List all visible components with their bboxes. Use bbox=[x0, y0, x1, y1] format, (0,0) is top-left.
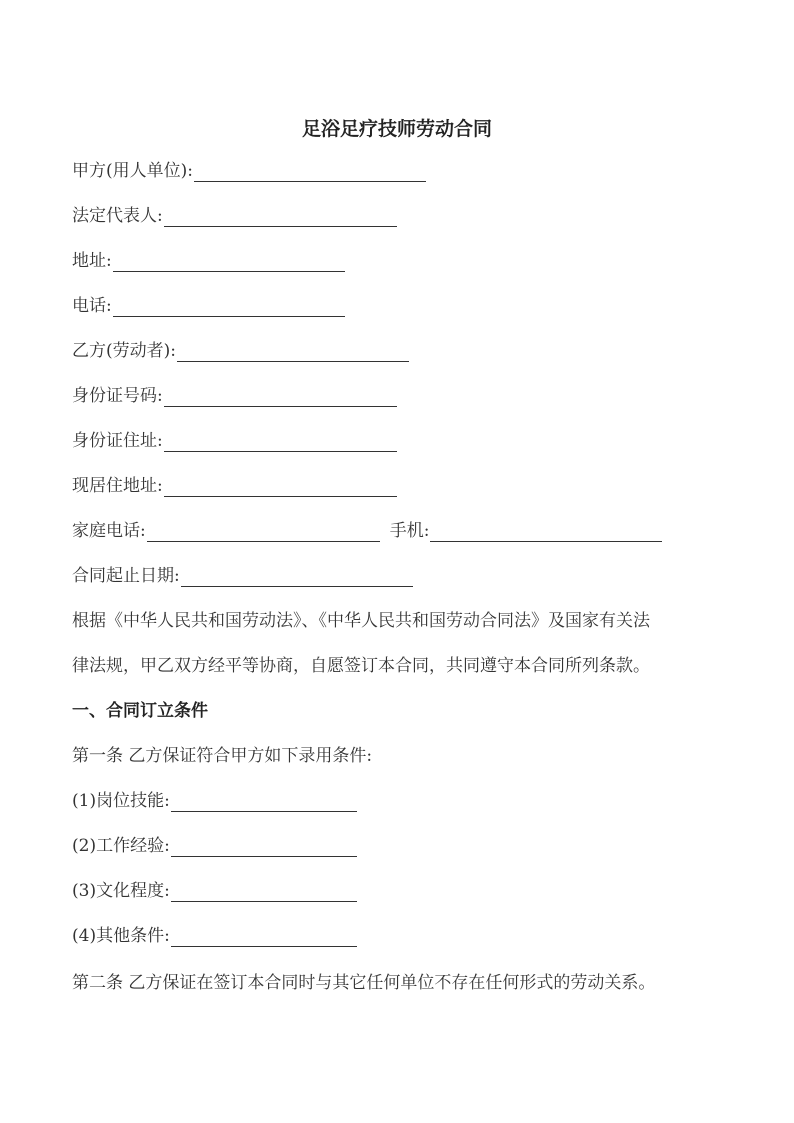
article-1: 第一条 乙方保证符合甲方如下录用条件: bbox=[72, 746, 373, 766]
contract-period-label: 合同起止日期: bbox=[72, 566, 180, 586]
contract-period-blank[interactable] bbox=[181, 568, 413, 587]
preamble-line-1: 根据《中华人民共和国劳动法》、《中华人民共和国劳动合同法》及国家有关法 bbox=[72, 611, 650, 631]
mobile-label: 手机: bbox=[389, 521, 430, 541]
condition-row bbox=[72, 790, 357, 812]
condition-label: (4)其他条件: bbox=[72, 926, 170, 946]
phone-blank[interactable] bbox=[113, 298, 345, 317]
condition-row bbox=[72, 880, 357, 902]
document-title: 足浴足疗技师劳动合同 bbox=[301, 118, 492, 140]
home-phone-label: 家庭电话: bbox=[72, 521, 146, 541]
party-b-row bbox=[72, 340, 409, 362]
party-b-blank[interactable] bbox=[177, 343, 409, 362]
condition-blank[interactable] bbox=[171, 793, 357, 812]
mobile-blank[interactable] bbox=[430, 523, 662, 542]
id-number-row bbox=[72, 385, 397, 407]
party-a-blank[interactable] bbox=[194, 163, 426, 182]
home-phone-row bbox=[72, 520, 662, 542]
id-number-blank[interactable] bbox=[164, 388, 397, 407]
address-label: 地址: bbox=[72, 251, 112, 271]
id-number-label: 身份证号码: bbox=[72, 386, 163, 406]
condition-blank[interactable] bbox=[171, 838, 357, 857]
address-row bbox=[72, 250, 345, 272]
legal-rep-row bbox=[72, 205, 397, 227]
current-address-label: 现居住地址: bbox=[72, 476, 163, 496]
condition-label: (1)岗位技能: bbox=[72, 791, 170, 811]
legal-rep-blank[interactable] bbox=[164, 208, 397, 227]
party-b-label: 乙方(劳动者): bbox=[72, 341, 176, 361]
condition-row bbox=[72, 835, 357, 857]
current-address-blank[interactable] bbox=[164, 478, 397, 497]
contract-period-row bbox=[72, 565, 413, 587]
address-blank[interactable] bbox=[113, 253, 345, 272]
home-phone-blank[interactable] bbox=[147, 523, 380, 542]
condition-row bbox=[72, 925, 357, 947]
current-address-row bbox=[72, 475, 397, 497]
condition-label: (2)工作经验: bbox=[72, 836, 170, 856]
preamble-line-2: 律法规，甲乙双方经平等协商，自愿签订本合同，共同遵守本合同所列条款。 bbox=[72, 656, 650, 676]
id-address-blank[interactable] bbox=[164, 433, 397, 452]
article-2: 第二条 乙方保证在签订本合同时与其它任何单位不存在任何形式的劳动关系。 bbox=[72, 973, 656, 993]
condition-blank[interactable] bbox=[171, 928, 357, 947]
legal-rep-label: 法定代表人: bbox=[72, 206, 163, 226]
id-address-row bbox=[72, 430, 397, 452]
party-a-row bbox=[72, 160, 426, 182]
phone-label: 电话: bbox=[72, 296, 112, 316]
condition-label: (3)文化程度: bbox=[72, 881, 170, 901]
id-address-label: 身份证住址: bbox=[72, 431, 163, 451]
party-a-label: 甲方(用人单位): bbox=[72, 161, 193, 181]
section-heading: 一、合同订立条件 bbox=[72, 701, 208, 721]
condition-blank[interactable] bbox=[171, 883, 357, 902]
phone-row bbox=[72, 295, 345, 317]
